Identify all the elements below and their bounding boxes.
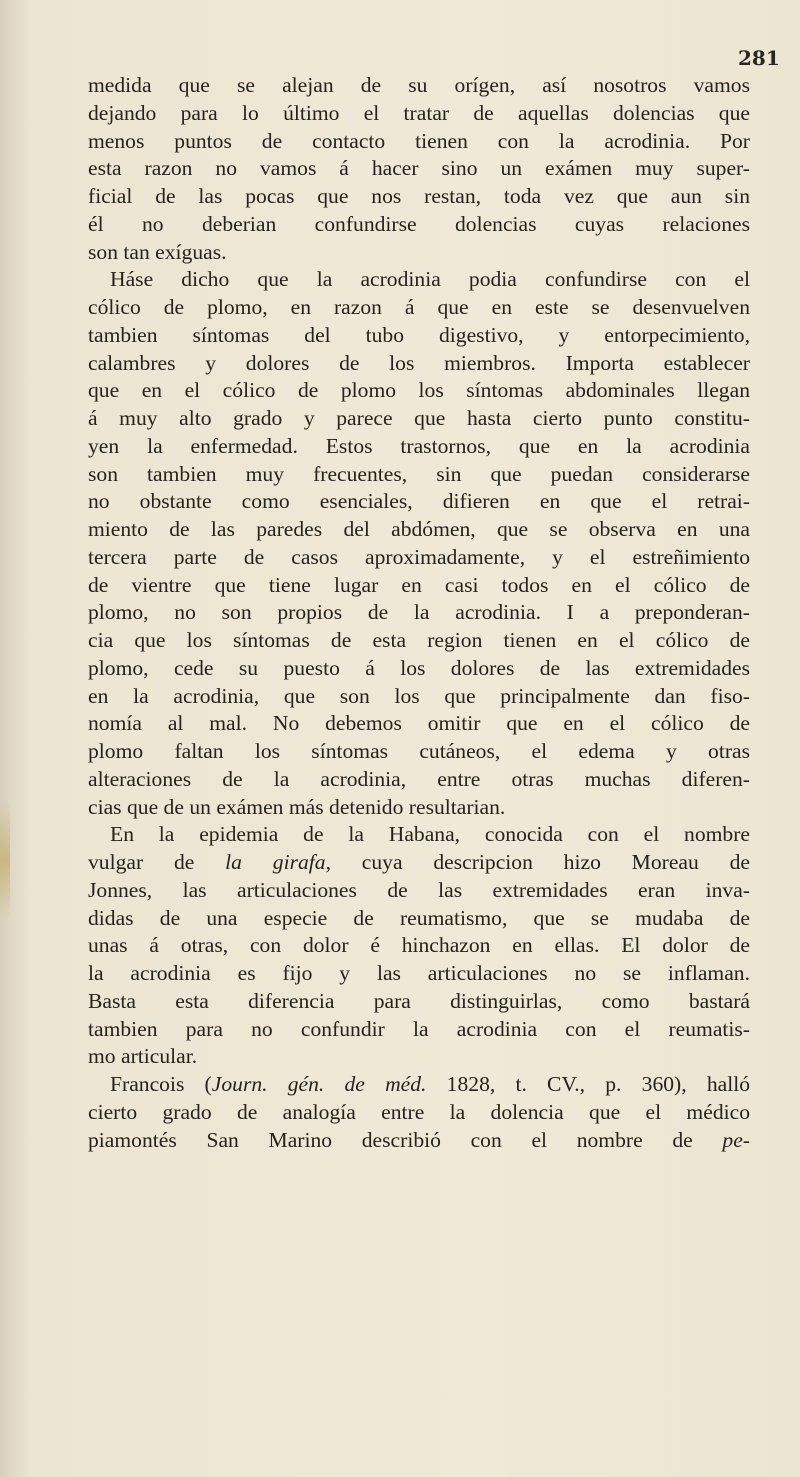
text-line: yen la enfermedad. Estos trastornos, que en la acrodinia: [88, 433, 750, 458]
body-text: [88, 72, 750, 1154]
text-fragment: vulgar de: [88, 850, 195, 874]
text-line: Jonnes, las articulaciones de las extremidades eran inva-: [88, 877, 750, 902]
text-line: tercera parte de casos aproximadamente, y el estreñimiento: [88, 544, 750, 569]
text-line: Basta esta diferencia para distinguirlas, como bastará: [88, 988, 750, 1013]
text-fragment: 1828, t. CV., p. 360), halló: [446, 1072, 750, 1096]
text-line: plomo, cede su puesto á los dolores de las extremidades: [88, 655, 750, 680]
text-line: son tan exíguas.: [88, 239, 227, 264]
text-line: en la acrodinia, que son los que principalmente dan fiso-: [88, 683, 750, 708]
text-line: cia que los síntomas de esta region tienen en el cólico de: [88, 628, 750, 652]
text-line: cólico de plomo, en razon á que en este se desenvuelven: [88, 295, 750, 319]
text-line: son tambien muy frecuentes, sin que puedan considerarse: [88, 461, 750, 486]
text-line: tambien síntomas del tubo digestivo, y entorpecimiento,: [88, 322, 750, 347]
text-line: alteraciones de la acrodinia, entre otras muchas diferen-: [88, 766, 750, 791]
text-line: plomo, no son propios de la acrodinia. I a preponderan-: [88, 600, 750, 625]
italic-term-fragment: pe-: [722, 1127, 750, 1152]
text-line: [88, 1127, 750, 1155]
binding-stain: [0, 800, 10, 920]
text-line: mo articular.: [88, 1044, 198, 1069]
text-line: menos puntos de contacto tienen con la acrodinia. Por: [88, 128, 750, 153]
text-line: él no deberian confundirse dolencias cuyas relaciones: [88, 211, 750, 236]
text-line: no obstante como esenciales, difieren en que el retrai-: [88, 489, 750, 514]
text-line: plomo faltan los síntomas cutáneos, el edema y otras: [88, 739, 750, 763]
text-fragment: cuya descripcion hizo Moreau de: [361, 850, 751, 874]
text-line: En la epidemia de la Habana, conocida con el nombre: [110, 822, 750, 847]
text-line: unas á otras, con dolor é hinchazon en ellas. El dolor de: [88, 933, 750, 958]
text-line: miento de las paredes del abdómen, que se observa en una: [88, 517, 750, 541]
italic-journal-citation: Journ. gén. de méd.: [211, 1072, 427, 1096]
text-line: á muy alto grado y parece que hasta cierto punto constitu-: [88, 406, 750, 430]
text-line: que en el cólico de plomo los síntomas abdominales llegan: [88, 378, 750, 403]
text-line: esta razon no vamos á hacer sino un exámen muy super-: [88, 156, 750, 181]
page-number: 281: [738, 46, 780, 70]
text-line: [88, 1071, 750, 1099]
text-line: de vientre que tiene lugar en casi todos en el cólico de: [88, 572, 750, 597]
text-line: [88, 849, 750, 877]
text-line: cierto grado de analogía entre la dolencia que el médico: [88, 1099, 750, 1124]
text-line: medida que se alejan de su orígen, así nosotros vamos: [88, 73, 750, 97]
text-line: dejando para lo último el tratar de aquellas dolencias que: [88, 100, 750, 125]
italic-title-la-girafa: la girafa,: [225, 850, 331, 874]
text-line: calambres y dolores de los miembros. Importa establecer: [88, 350, 750, 375]
text-line: Háse dicho que la acrodinia podia confundirse con el: [110, 267, 750, 292]
text-line: cias que de un exámen más detenido resultarian.: [88, 794, 506, 819]
text-line: la acrodinia es fijo y las articulaciones no se inflaman.: [88, 961, 750, 985]
text-line: didas de una especie de reumatismo, que se mudaba de: [88, 905, 750, 930]
text-fragment: piamontés San Marino describió con el nombre de: [88, 1127, 693, 1152]
text-line: tambien para no confundir la acrodinia con el reumatis-: [88, 1016, 750, 1041]
text-fragment: Francois (: [110, 1072, 212, 1096]
text-line: nomía al mal. No debemos omitir que en el cólico de: [88, 711, 750, 736]
text-line: ficial de las pocas que nos restan, toda vez que aun sin: [88, 184, 750, 208]
